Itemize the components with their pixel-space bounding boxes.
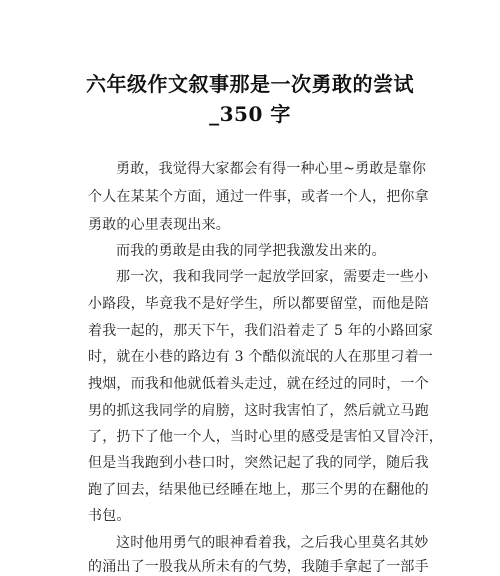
paragraph-line: 跑了回去，结果他已经睡在地上，那三个男的在翻他的 xyxy=(88,482,429,498)
paragraph-line: 书包。 xyxy=(88,508,131,524)
paragraph-line: 这时他用勇气的眼神看着我，之后我心里莫名其妙 xyxy=(116,535,429,551)
paragraph-line: 的涌出了一股我从所未有的气势，我随手拿起了一部手 xyxy=(88,559,429,575)
document-title: 六年级作文叙事那是一次勇敢的尝试 xyxy=(86,72,414,96)
paragraph-line: 勇敢，我觉得大家都会有得一种心里~勇敢是靠你 xyxy=(116,161,427,177)
paragraph-line: 而我的勇敢是由我的同学把我激发出来的。 xyxy=(116,243,386,259)
paragraph-line: 那一次，我和我同学一起放学回家，需要走一些小 xyxy=(116,269,429,285)
paragraph-line: 但是当我跑到小巷口时，突然记起了我的同学，随后我 xyxy=(88,455,429,471)
paragraph-line: 拽烟，而我和他就低着头走过，就在经过的同时，一个 xyxy=(88,376,429,392)
paragraph-line: 时，就在小巷的路边有 3 个酷似流氓的人在那里刁着一 xyxy=(88,349,434,365)
document-title-suffix: _350 字 xyxy=(209,102,291,126)
paragraph-line: 勇敢的心里表现出来。 xyxy=(88,217,230,233)
paragraph-line: 着我一起的，那天下午，我们沿着走了 5 年的小路回家 xyxy=(88,323,434,339)
paragraph-line: 小路段，毕竟我不是好学生，所以都要留堂，而他是陪 xyxy=(88,296,429,312)
paragraph-line: 个人在某某个方面，通过一件事，或者一个人，把你拿 xyxy=(88,189,429,205)
paragraph-line: 男的抓这我同学的肩膀，这时我害怕了，然后就立马跑 xyxy=(88,403,429,419)
paragraph-line: 了，扔下了他一个人，当时心里的感受是害怕又冒冷汗， xyxy=(88,429,443,445)
